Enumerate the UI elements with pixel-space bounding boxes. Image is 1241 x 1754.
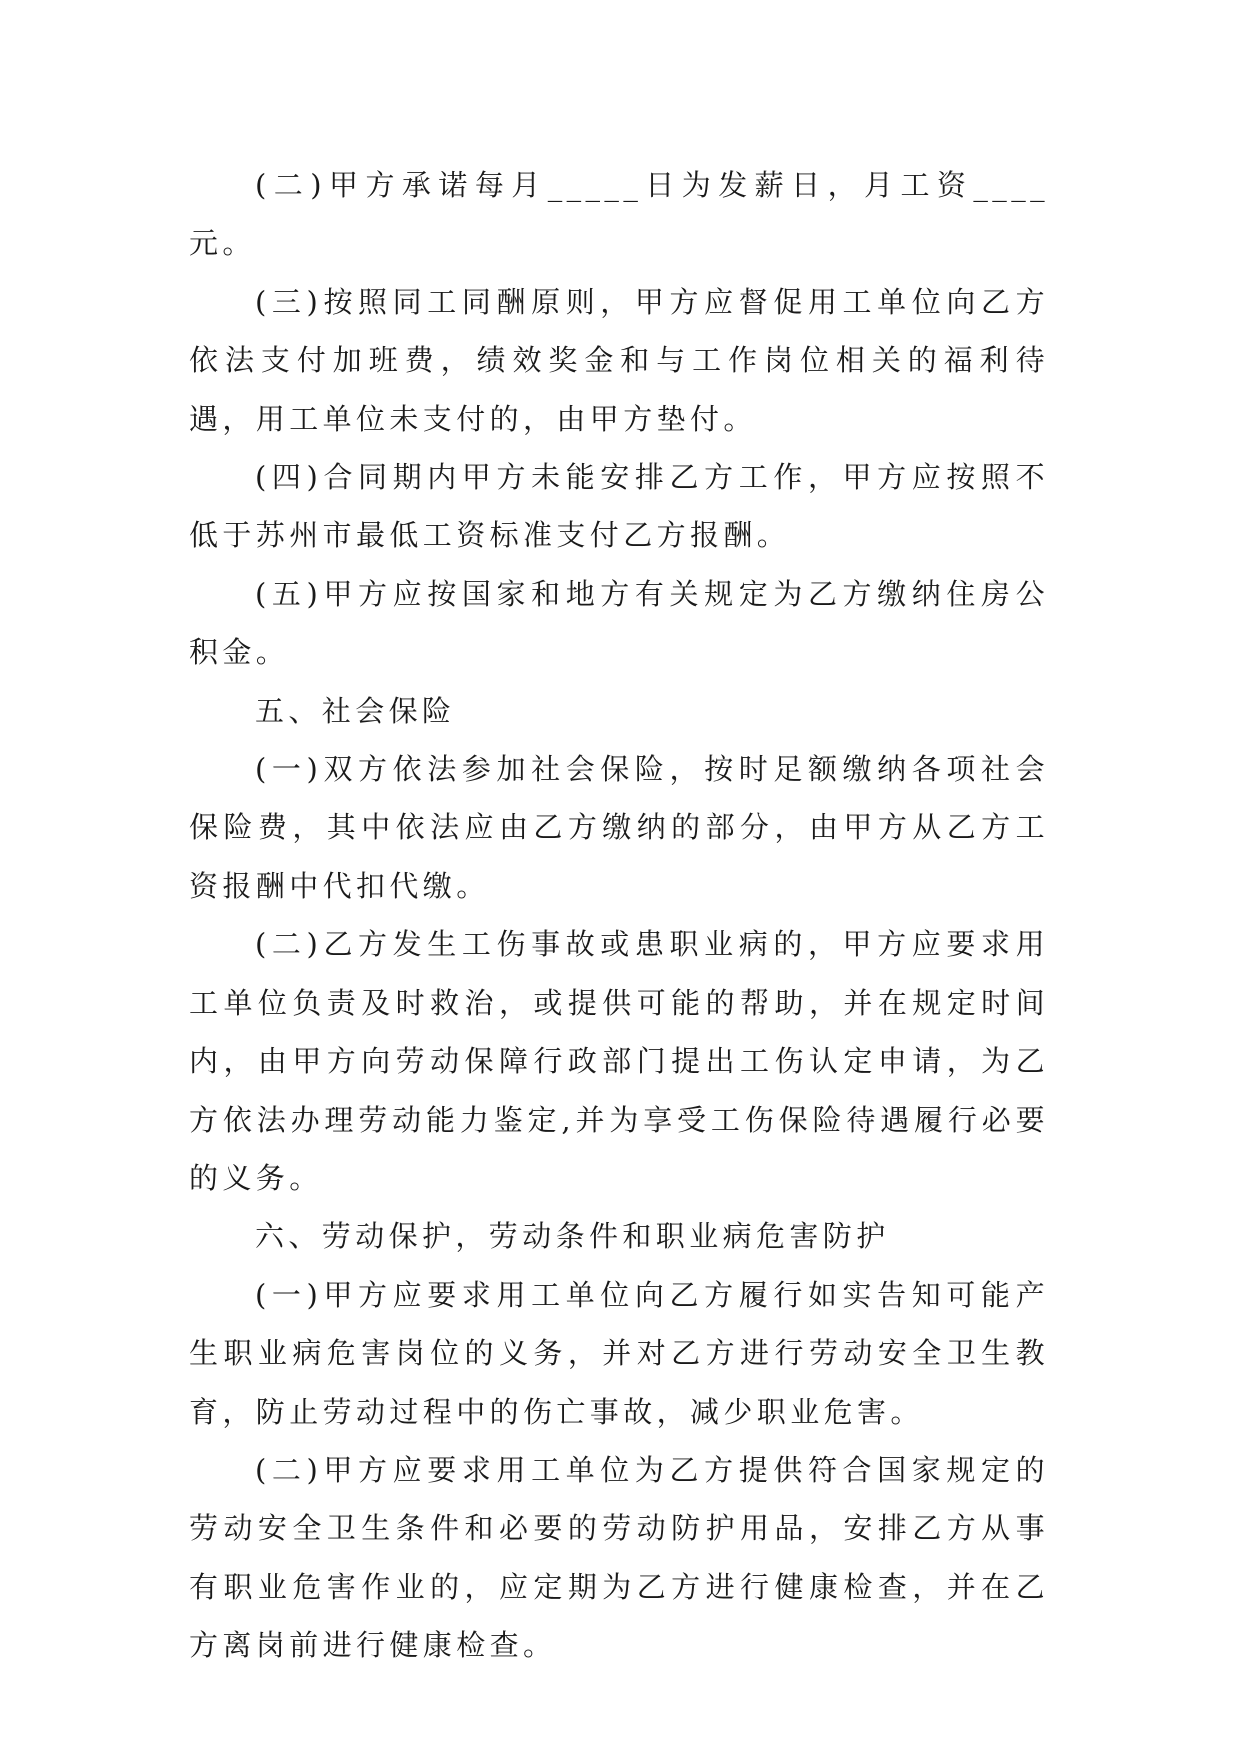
section-heading-social-insurance: 五、社会保险 [255,693,456,728]
document-body [189,156,1049,1675]
paragraph-safety-conditions: (二)甲方应要求用工单位为乙方提供符合国家规定的劳动安全卫生条件和必要的劳动防护用品，安排乙方从事有职业危害作业的，应定期为乙方进行健康检查，并在乙方离岗前进行健康检查。 [189,1452,1049,1663]
paragraph-housing-fund: (五)甲方应按国家和地方有关规定为乙方缴纳住房公积金。 [189,576,1049,670]
paragraph-insurance-contribution: (一)双方依法参加社会保险，按时足额缴纳各项社会保险费，其中依法应由乙方缴纳的部分，由甲方从乙方工资报酬中代扣代缴。 [189,752,1049,903]
paragraph-wage-payday: (二)甲方承诺每月_____日为发薪日，月工资____元。 [189,168,1049,261]
paragraph-minimum-wage: (四)合同期内甲方未能安排乙方工作，甲方应按照不低于苏州市最低工资标准支付乙方报酬。 [189,460,1049,553]
section-heading-labor-protection: 六、劳动保护，劳动条件和职业病危害防护 [255,1219,890,1254]
paragraph-equal-pay: (三)按照同工同酬原则，甲方应督促用工单位向乙方依法支付加班费，绩效奖金和与工作岗位相关的福利待遇，用工单位未支付的，由甲方垫付。 [189,284,1049,436]
paragraph-hazard-disclosure: (一)甲方应要求用工单位向乙方履行如实告知可能产生职业病危害岗位的义务，并对乙方进行劳动安全卫生教育，防止劳动过程中的伤亡事故，减少职业危害。 [189,1277,1049,1429]
paragraph-work-injury: (二)乙方发生工伤事故或患职业病的，甲方应要求用工单位负责及时救治，或提供可能的帮助，并在规定时间内，由甲方向劳动保障行政部门提出工伤认定申请，为乙方依法办理劳动能力鉴定,并为享受工伤保险待遇履行必要的义务。 [189,927,1049,1195]
